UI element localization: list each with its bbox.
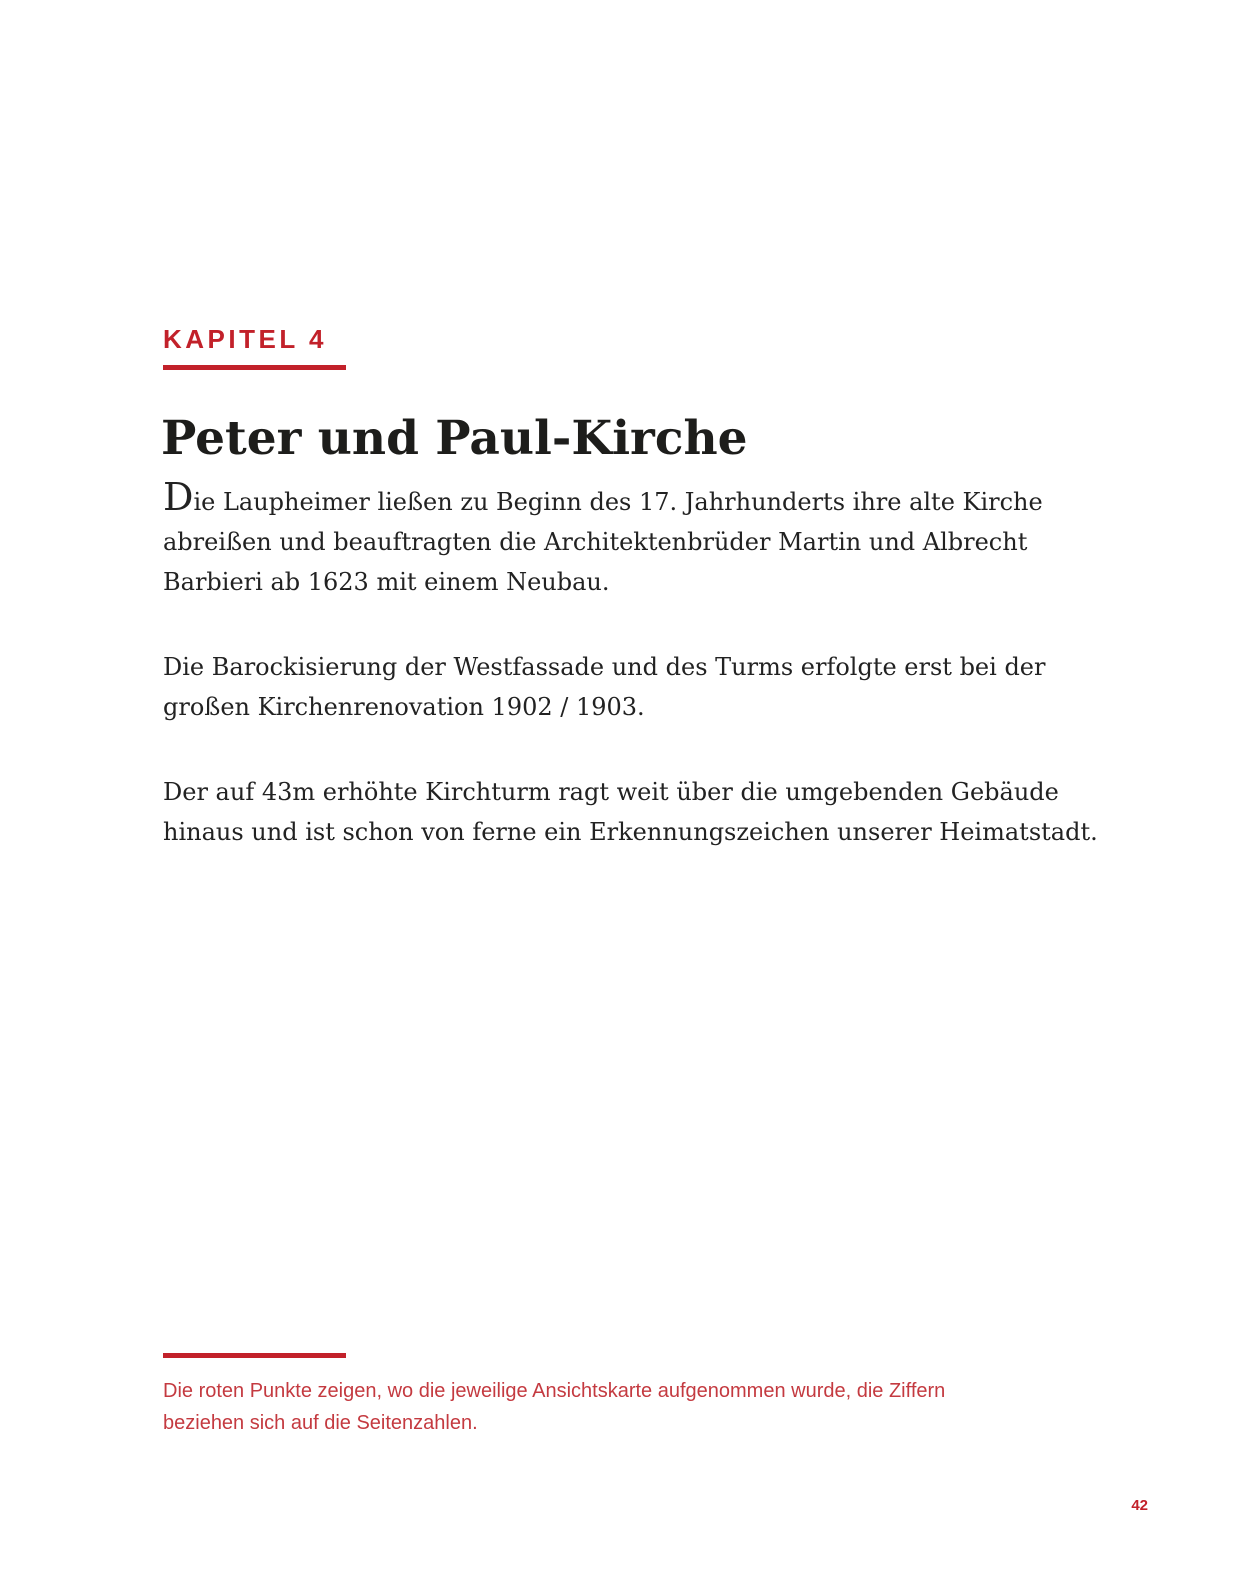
body-paragraph (163, 475, 1083, 602)
chapter-kicker: KAPITEL 4 (163, 324, 327, 354)
text-line (163, 475, 1083, 522)
footnote-line: Die roten Punkte zeigen, wo die jeweilige Ansichtskarte aufgenommen wurde, die Ziffern (163, 1380, 946, 1402)
footnote-line: beziehen sich auf die Seitenzahlen. (163, 1412, 478, 1434)
page-title: Peter und Paul-Kirche (161, 411, 748, 467)
page-number: 42 (1131, 1497, 1148, 1514)
body-copy (163, 475, 1098, 897)
kicker-underline-rule (163, 365, 346, 370)
text-line: Die Barockisierung der Westfassade und des Turms erfolgte erst bei der (163, 653, 1046, 681)
drop-cap-initial: D (163, 475, 194, 519)
footnote (163, 1375, 945, 1439)
text-line: Der auf 43m erhöhte Kirchturm ragt weit über die umgebenden Gebäude (163, 778, 1059, 806)
text-line: großen Kirchenrenovation 1902 / 1903. (163, 693, 645, 721)
body-paragraph (163, 647, 1083, 727)
text-line: Barbieri ab 1623 mit einem Neubau. (163, 568, 610, 596)
footnote-rule (163, 1353, 346, 1358)
text-line-rest: ie Laupheimer ließen zu Beginn des 17. Jahrhunderts ihre alte Kirche (193, 488, 1043, 516)
body-paragraph (163, 772, 1098, 852)
text-line: abreißen und beauftragten die Architektenbrüder Martin und Albrecht (163, 528, 1028, 556)
text-line: hinaus und ist schon von ferne ein Erkennungszeichen unserer Heimatstadt. (163, 818, 1098, 846)
